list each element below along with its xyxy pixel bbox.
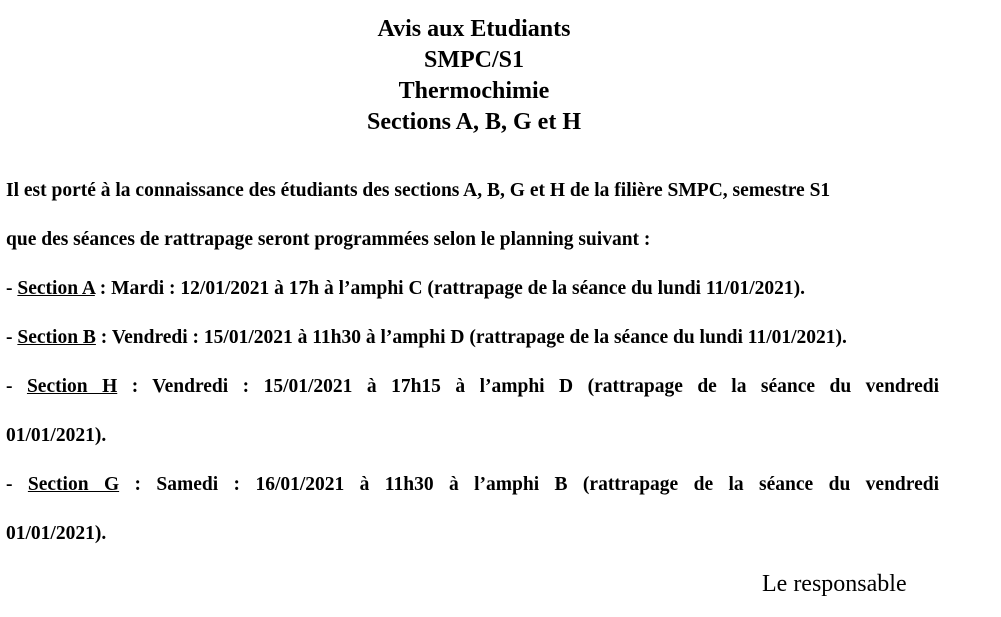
section-b-details: : Vendredi : 15/01/2021 à 11h30 à l’amphi D (rattrapage de la séance du lundi 11/01/2021).	[95, 327, 847, 348]
bullet-dash: -	[6, 376, 27, 397]
section-h-label: Section H	[26, 376, 118, 397]
section-g-details: : Samedi : 16/01/2021 à 11h30 à l’amphi B (rattrapage de la séance du vendredi	[119, 474, 939, 495]
section-a-details: : Mardi : 12/01/2021 à 17h à l’amphi C (rattrapage de la séance du lundi 11/01/2021).	[94, 278, 805, 299]
program-label: SMPC/S1	[423, 47, 524, 73]
section-a-label: Section A	[17, 278, 95, 299]
sections-label: Sections A, B, G et H	[367, 109, 581, 135]
bullet-dash: -	[6, 474, 28, 495]
section-g-continuation: 01/01/2021).	[6, 523, 107, 544]
section-h-details: : Vendredi : 15/01/2021 à 17h15 à l’amphi D (rattrapage de la séance du vendredi	[117, 376, 939, 397]
session-section-a	[6, 278, 939, 300]
session-section-h	[6, 376, 939, 398]
intro-line-1: Il est porté à la connaissance des étudiants des sections A, B, G et H de la filière SMPC, semestre S1	[6, 180, 831, 201]
session-section-g	[6, 474, 939, 496]
section-g-label: Section G	[27, 474, 120, 495]
bullet-dash: -	[6, 278, 18, 299]
intro-line-2: que des séances de rattrapage seront programmées selon le planning suivant :	[6, 229, 651, 250]
section-h-continuation: 01/01/2021).	[6, 425, 107, 446]
bullet-dash: -	[6, 327, 18, 348]
section-b-label: Section B	[17, 327, 96, 348]
course-name: Thermochimie	[398, 78, 550, 104]
signature: Le responsable	[762, 571, 907, 597]
session-section-b	[6, 327, 939, 349]
notice-heading	[0, 14, 948, 138]
notice-title: Avis aux Etudiants	[377, 16, 571, 42]
